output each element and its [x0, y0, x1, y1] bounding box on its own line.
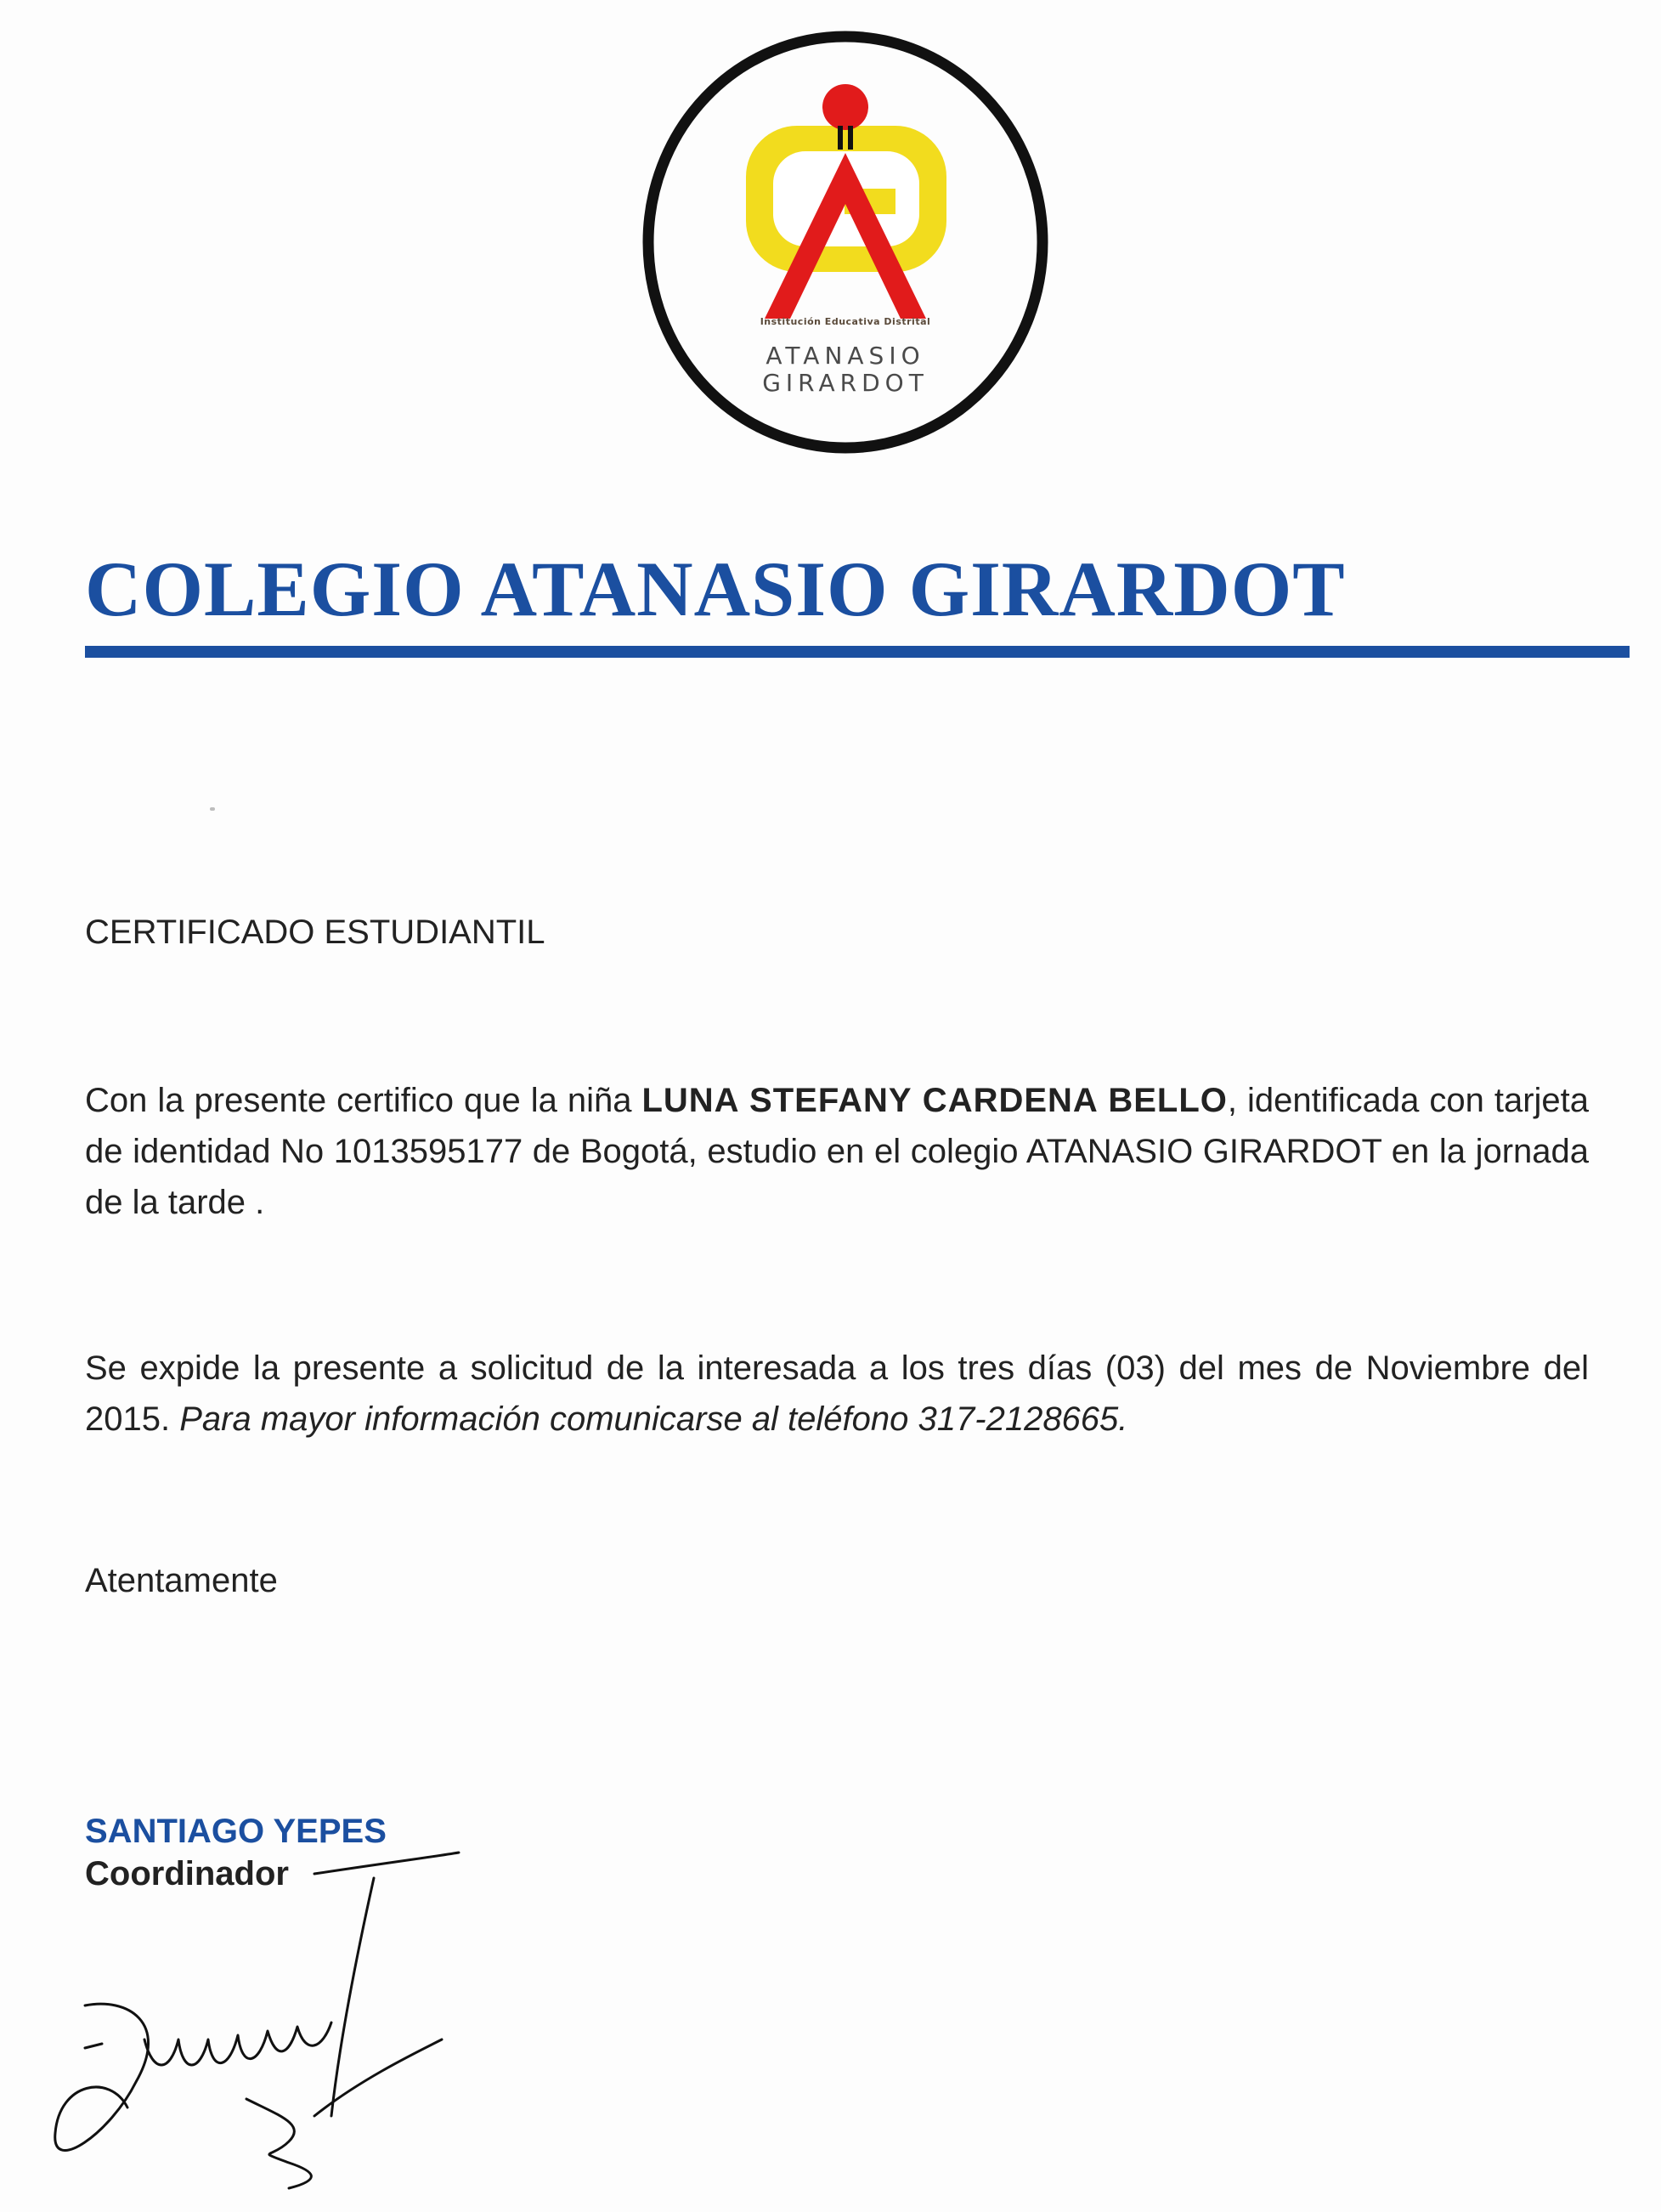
logo-small-text: Institución Educativa Distrital — [760, 316, 931, 327]
signer-role: Coordinador — [85, 1855, 289, 1892]
signer-name: SANTIAGO YEPES — [85, 1813, 387, 1850]
logo-name-line1: ATANASIO — [766, 342, 925, 370]
logo-name-line2: GIRARDOT — [762, 369, 929, 397]
handwritten-signature — [34, 1827, 476, 2201]
contact-info: Para mayor información comunicarse al teléfono 317-2128665. — [179, 1400, 1128, 1438]
student-name: LUNA STEFANY CARDENA BELLO — [641, 1082, 1228, 1119]
school-logo — [637, 25, 1054, 459]
paragraph1-details: , identificada con tarjeta de identidad No 1013595177 de Bogotá, estudio en el colegio ATANASIO GIRARDOT en la jornada de la tarde . — [85, 1082, 1590, 1221]
document-heading: CERTIFICADO ESTUDIANTIL — [85, 914, 545, 951]
certification-paragraph — [85, 1075, 1589, 1228]
school-title: COLEGIO ATANASIO GIRARDOT — [85, 546, 1346, 632]
scan-mark — [210, 807, 215, 811]
title-underline — [85, 646, 1630, 658]
paragraph1-intro: Con la presente certifico que la niña — [85, 1082, 642, 1119]
issuance-paragraph — [85, 1343, 1589, 1445]
paragraph2-main: Se expide la presente a solicitud de la interesada a los tres días (03) del mes de Noviembre del 2015. — [85, 1349, 1589, 1438]
closing-salutation: Atentamente — [85, 1562, 278, 1599]
